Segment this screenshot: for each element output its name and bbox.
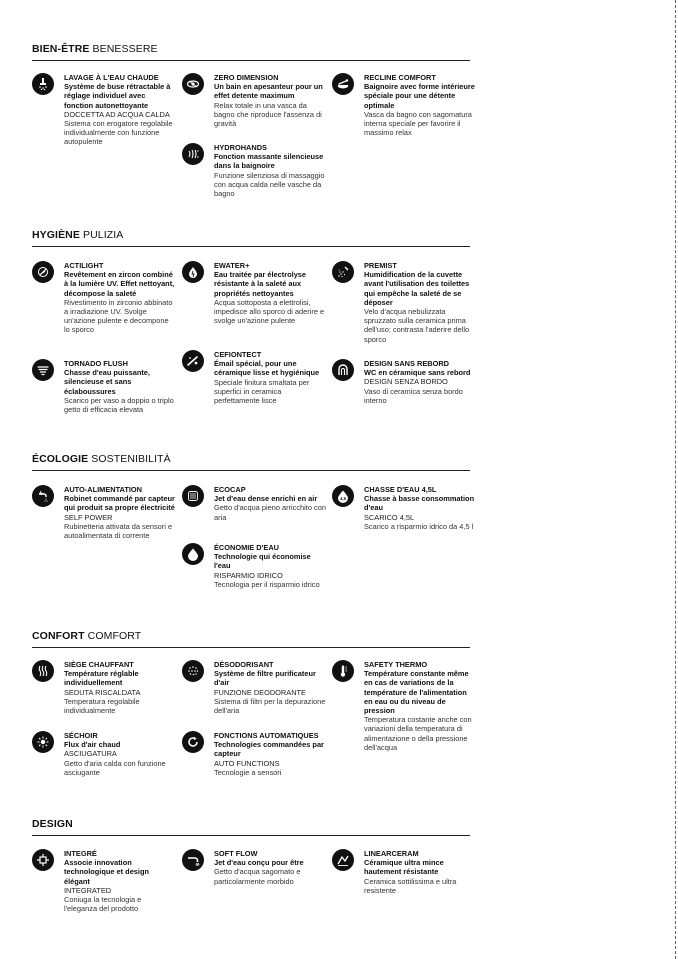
feature-desodorisant: DÉSODORISANT Système de filtre purificateur d'air FUNZIONE DEODORANTE Sistema di filtri per la depurazione dell'aria — [182, 660, 322, 725]
feature-soft-flow: SOFT FLOW Jet d'eau conçu pour être Getto d'acqua sagomato e particolarmente morbido — [182, 849, 322, 904]
feature-integre: INTEGRÉ Associe innovation technologique et design élégant INTEGRATED Coniuga la tecnologia e l'eleganza del prodotto — [32, 849, 172, 924]
feature-premist: PREMIST Humidification de la cuvette avant l'utilisation des toilettes qui empêche la saleté de se déposer Velo d'acqua nebulizzata spruzzato sulla ceramica prima dell'uso; contrasta l'aderire dello sporco — [332, 261, 472, 351]
shower-icon — [32, 73, 54, 95]
feature-rimless: DESIGN SANS REBORD WC en céramique sans rebord DESIGN SENZA BORDO Vaso di ceramica senza bordo interno — [332, 359, 472, 424]
integrated-icon — [32, 849, 54, 871]
feature-lavage: LAVAGE À L'EAU CHAUDE Système de buse rétractable à réglage individuel avec fonction autonettoyante DOCCETTA AD ACQUA CALDA Sistema con erogatore regolabile individualmente con funzione autopulente — [32, 73, 172, 183]
section-title-design: DESIGN — [32, 818, 470, 836]
feature-fonctions-automatiques: FONCTIONS AUTOMATIQUES Technologies commandées par capteur AUTO FUNCTIONS Tecnologie a sensori — [182, 731, 322, 796]
water-drop-icon — [182, 543, 204, 565]
feature-chasse-4-5l: 4,5 CHASSE D'EAU 4,5L Chasse à basse consommation d'eau SCARICO 4,5L Scarico a risparmio idrico da 4,5 l — [332, 485, 472, 550]
ewater-icon — [182, 261, 204, 283]
feature-linearceram: LINEARCERAM Céramique ultra mince hautement résistante Ceramica sottilissima e ultra resistente — [332, 849, 472, 904]
linearceram-icon — [332, 849, 354, 871]
feature-auto-alimentation: AUTO-ALIMENTATION Robinet commandé par capteur qui produit sa propre électricité SELF POWER Rubinetteria attivata da sensori e autoalimentata di corrente — [32, 485, 172, 570]
feature-sechoir: SÉCHOIR Flux d'air chaud ASCIUGATURA Getto d'aria calda con funzione asciugante — [32, 731, 172, 786]
cefiontect-icon — [182, 350, 204, 372]
ecocap-icon — [182, 485, 204, 507]
feature-zero-dimension: ZERO DIMENSION Un bain en apesanteur pour un effet detente maximum Relax totale in una vasca da bagno che riproduce l'assenza di gravità — [182, 73, 322, 138]
feature-tornado-flush: TORNADO FLUSH Chasse d'eau puissante, silencieuse et sans éclaboussures Scarico per vaso a doppio o triplo getto di efficacia elevata — [32, 359, 172, 424]
dryer-icon — [32, 731, 54, 753]
page-trim-border — [675, 0, 676, 959]
rimless-icon — [332, 359, 354, 381]
heated-seat-icon — [32, 660, 54, 682]
hydrohands-icon — [182, 143, 204, 165]
feature-economie-eau: ÉCONOMIE D'EAU Technologie qui économise l'eau RISPARMIO IDRICO Tecnologia per il risparmio idrico — [182, 543, 322, 608]
svg-text:4,5: 4,5 — [340, 495, 346, 501]
section-title-hygiene: HYGIÈNE PULIZIA — [32, 229, 470, 247]
section-title-ecology: ÉCOLOGIE SOSTENIBILITÀ — [32, 453, 470, 471]
feature-hydrohands: HYDROHANDS Fonction massante silencieuse dans la baignoire Funzione silenziosa di massaggio con acqua calda nelle vasche da bagno — [182, 143, 322, 208]
feature-ecocap: ECOCAP Jet d'eau dense enrichi en air Getto d'acqua pieno arricchito con aria — [182, 485, 322, 540]
recline-icon — [332, 73, 354, 95]
section-title-comfort: CONFORT COMFORT — [32, 630, 470, 648]
auto-power-icon — [32, 485, 54, 507]
feature-cefiontect: CEFIONTECT Émail spécial, pour une céramique lisse et hygiénique Speciale finitura smaltata per superfici in ceramica perfettamente lisce — [182, 350, 322, 420]
zero-gravity-icon — [182, 73, 204, 95]
feature-safety-thermo: SAFETY THERMO Température constante même en cas de variations de la température de l'alimentation en eau ou du niveau de pression Temperatura costante anche con variazioni della temperatura di alimentazione o della pressione dell'acqua — [332, 660, 472, 770]
soft-flow-icon — [182, 849, 204, 871]
actilight-icon — [32, 261, 54, 283]
flush-45-icon — [332, 485, 354, 507]
auto-functions-icon — [182, 731, 204, 753]
tornado-icon — [32, 359, 54, 381]
feature-actilight: ACTILIGHT Revêtement en zircon combiné à la lumière UV. Effet nettoyant, décompose la saleté Rivestimento in zirconio abbinato a irradiazione UV. Svolge un'azione pulente e decompone lo sporco — [32, 261, 172, 351]
feature-ewater: EWATER+ Eau traitée par électrolyse résistante à la saleté aux propriétés nettoyantes Acqua sottoposta a elettrolisi, impedisce allo sporco di aderire e svolge un'azione pulente — [182, 261, 322, 341]
premist-icon — [332, 261, 354, 283]
feature-siege-chauffant: SIÈGE CHAUFFANT Température réglable individuellement SEDUTA RISCALDATA Temperatura regolabile individualmente — [32, 660, 172, 725]
feature-recline-comfort: RECLINE COMFORT Baignoire avec forme intérieure spéciale pour une détente optimale Vasca da bagno con sagomatura interna speciale per favorire il massimo relax — [332, 73, 472, 143]
thermometer-icon — [332, 660, 354, 682]
section-title-wellbeing: BIEN-ÊTRE BENESSERE — [32, 43, 470, 61]
deodorizer-icon — [182, 660, 204, 682]
